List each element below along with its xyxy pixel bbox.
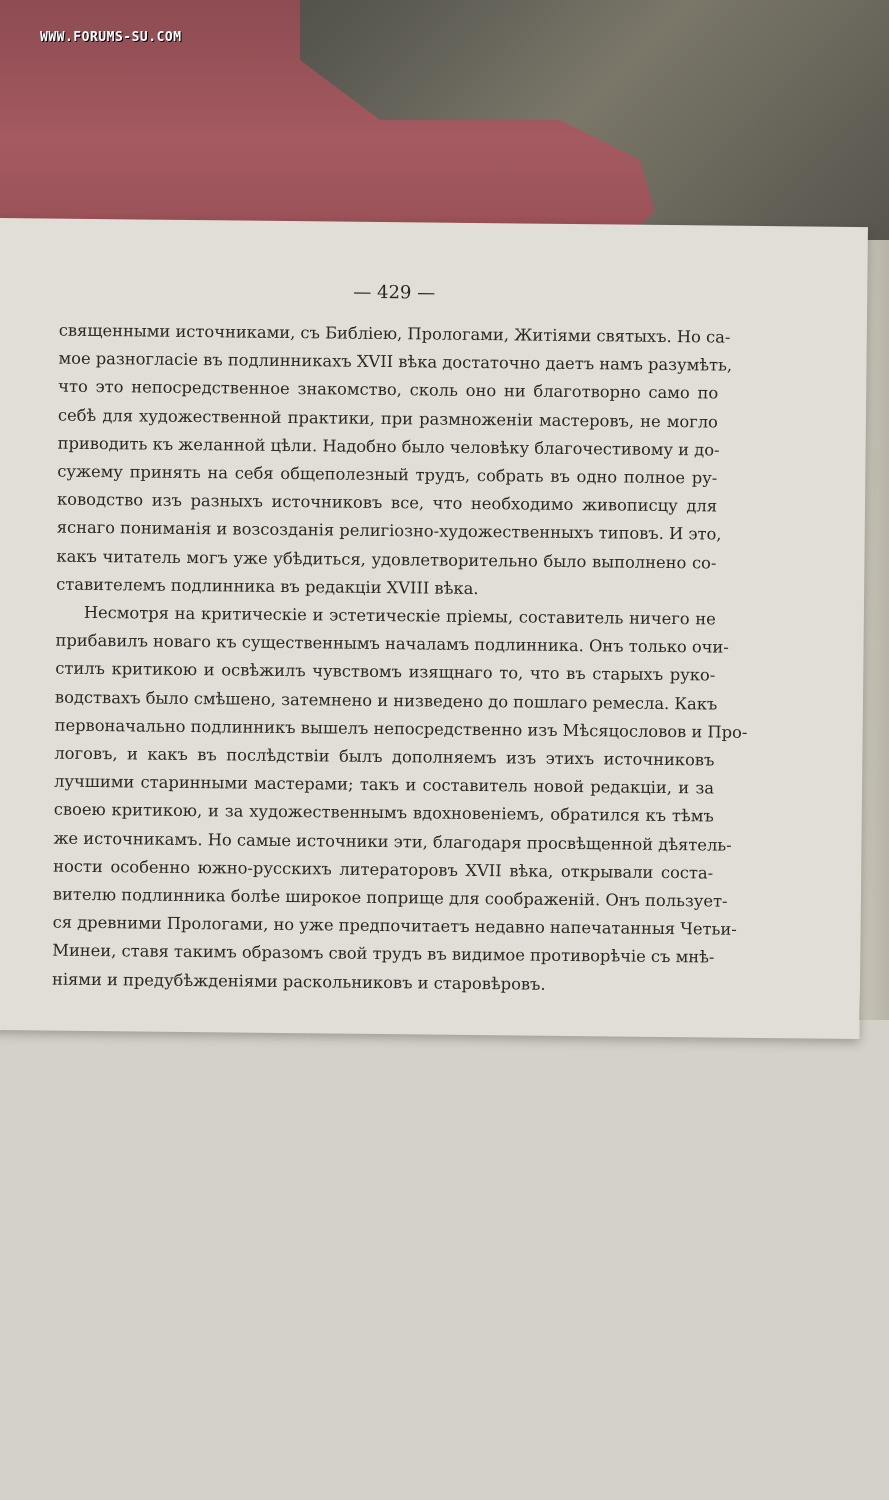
text-line: лучшими старинными мастерами; такъ и составитель новой редакцiи, и за bbox=[54, 771, 715, 798]
text-line: приводить къ желанной цѣли. Надобно было человѣку благочестивому и до- bbox=[57, 433, 720, 460]
text-line: водствахъ было смѣшено, затемнено и низведено до пошлаго ремесла. Какъ bbox=[54, 687, 718, 714]
lower-sheet bbox=[0, 1020, 889, 1500]
text-line: своею критикою, и за художественнымъ вдохновенiемъ, обратился къ тѣмъ bbox=[53, 800, 714, 826]
text-line: ставителемъ подлинника въ редакцiи XVIII вѣка. bbox=[56, 574, 479, 598]
text-line: вителю подлинника болѣе широкое поприще для соображенiй. Онъ пользует- bbox=[52, 884, 728, 911]
text-line: нiями и предубѣжденiями раскольниковъ и старовѣровъ. bbox=[51, 969, 546, 994]
text-line: ся древними Прологами, но уже предпочитаетъ недавно напечатанныя Четьи- bbox=[52, 912, 737, 940]
text-line: же источникамъ. Но самые источники эти, благодаря просвѣщенной дѣятель- bbox=[53, 828, 732, 855]
text-block bbox=[51, 317, 748, 1001]
text-line: логовъ, и какъ въ послѣдствiи былъ дополняемъ изъ этихъ источниковъ bbox=[54, 743, 715, 770]
text-line: какъ читатель могъ уже убѣдиться, удовлетворительно было выполнено со- bbox=[56, 546, 717, 573]
text-line: ководство изъ разныхъ источниковъ все, что необходимо живописцу для bbox=[56, 489, 718, 516]
text-line: яснаго пониманiя и возсозданiя религiозно-художественныхъ типовъ. И это, bbox=[56, 518, 722, 544]
page-number: — 429 — bbox=[353, 281, 436, 304]
text-line: прибавилъ новаго къ существеннымъ началамъ подлинника. Онъ только очи- bbox=[55, 630, 729, 657]
text-line: ности особенно южно-русскихъ литераторовъ XVII вѣка, открывали соста- bbox=[53, 856, 714, 883]
watermark: WWW.FORUMS-SU.COM bbox=[40, 30, 182, 45]
text-line: священными источниками, съ Библiею, Прологами, Житiями святыхъ. Но са- bbox=[58, 320, 731, 347]
book-page bbox=[0, 218, 868, 1039]
text-line: стилъ критикою и освѣжилъ чувствомъ изящнаго то, что въ старыхъ руко- bbox=[55, 659, 716, 685]
text-line: что это непосредственное знакомство, сколь оно ни благотворно само по bbox=[58, 377, 719, 403]
text-line: первоначально подлинникъ вышелъ непосредственно изъ Мѣсяцословов и Про- bbox=[54, 715, 748, 742]
text-line: мое разногласiе въ подлинникахъ XVII вѣка достаточно даетъ намъ разумѣть, bbox=[58, 348, 733, 375]
text-line: себѣ для художественной практики, при размноженiи мастеровъ, не могло bbox=[57, 405, 719, 432]
text-line: Минеи, ставя такимъ образомъ свой трудъ въ видимое противорѣчiе съ мнѣ- bbox=[52, 941, 715, 967]
text-line: Несмотря на критическiе и эстетическiе прiемы, составитель ничего не bbox=[83, 602, 716, 629]
text-line: сужему принять на себя общеполезный трудъ, собрать въ одно полное ру- bbox=[57, 461, 718, 488]
